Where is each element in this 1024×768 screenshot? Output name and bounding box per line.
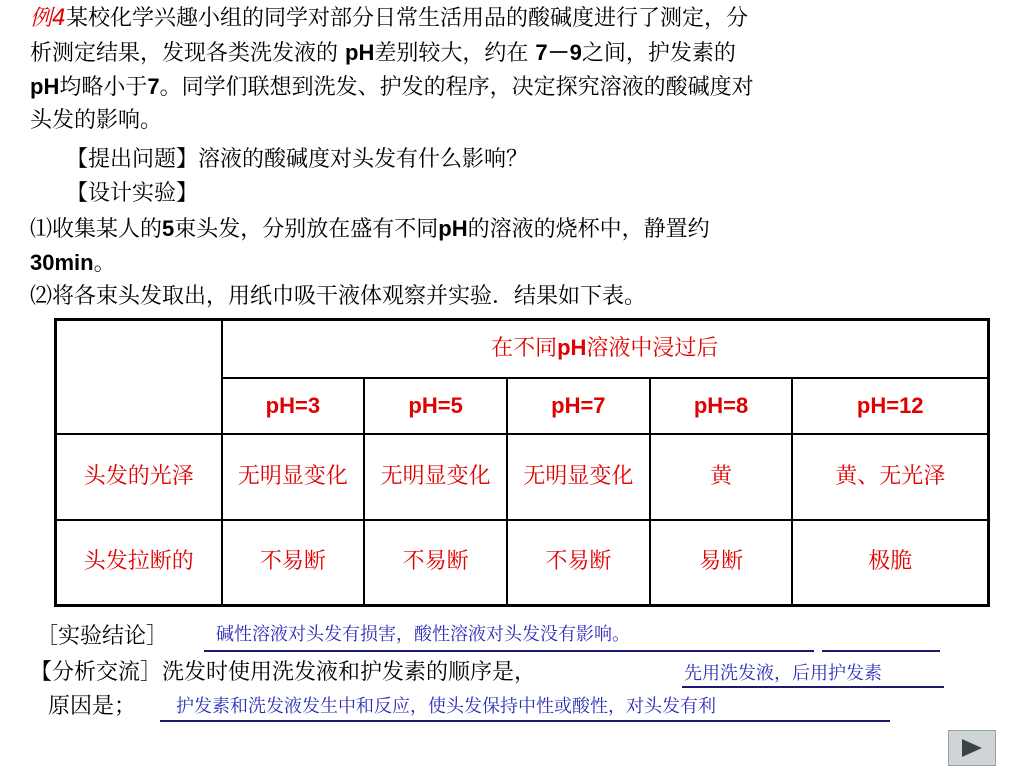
- table-cell: 易断: [650, 520, 793, 606]
- intro-ph-1: pH: [345, 40, 375, 65]
- intro-text-2b: 差别较大，约在: [374, 41, 536, 66]
- next-slide-button[interactable]: [948, 730, 996, 766]
- intro-line-1: [30, 2, 748, 36]
- table-row: [56, 434, 989, 520]
- results-table: [54, 318, 990, 607]
- conclusion-blank-end: [822, 650, 940, 652]
- intro-line-4: 头发的影响。: [30, 108, 163, 133]
- intro-seven: 7: [147, 74, 160, 99]
- table-cell: 不易断: [507, 520, 650, 606]
- step1-ph: pH: [438, 216, 468, 241]
- row-label-gloss: 头发的光泽: [56, 434, 222, 520]
- analysis-blank: [682, 686, 944, 688]
- table-cell: 无明显变化: [222, 434, 365, 520]
- design-heading: 【设计实验】: [66, 181, 199, 206]
- reason-label: 原因是；: [48, 694, 137, 719]
- step1-text-c: 的溶液的烧杯中，静置约: [467, 217, 710, 242]
- intro-text-2a: 析测定结果，发现各类洗发液的: [30, 41, 345, 66]
- ph-col-2: pH=5: [364, 378, 507, 434]
- table-cell: 极脆: [792, 520, 988, 606]
- step1-text-b: 束头发，分别放在盛有不同: [174, 217, 439, 242]
- step1-text-a: ⑴收集某人的: [30, 217, 163, 242]
- step1-time: 30min: [30, 250, 94, 275]
- example-label: 例4: [30, 6, 66, 31]
- header-text-a: 在不同: [491, 336, 558, 362]
- step1-text-d: 。: [93, 251, 116, 276]
- conclusion-label: ［实验结论］: [36, 624, 169, 649]
- reason-answer: 护发素和洗发液发生中和反应，使头发保持中性或酸性，对头发有利: [176, 696, 716, 717]
- row-label-break: 头发拉断的: [56, 520, 222, 606]
- table-cell: 无明显变化: [507, 434, 650, 520]
- step-2: ⑵将各束头发取出，用纸巾吸干液体观察并实验．结果如下表。: [30, 284, 647, 309]
- table-cell: 无明显变化: [364, 434, 507, 520]
- table-cell: 不易断: [222, 520, 365, 606]
- table-row: [56, 520, 989, 606]
- intro-line-3: [30, 70, 754, 105]
- ph-col-3: pH=7: [507, 378, 650, 434]
- analysis-label: 【分析交流］洗发时使用洗发液和护发素的顺序是，: [30, 660, 537, 685]
- table-cell: 不易断: [364, 520, 507, 606]
- intro-text-2c: 之间，护发素的: [581, 41, 736, 66]
- intro-ph-2: pH: [30, 74, 60, 99]
- table-header-row: [56, 320, 989, 378]
- reason-blank: [160, 720, 890, 722]
- ph-col-1: pH=3: [222, 378, 365, 434]
- header-ph: pH: [557, 335, 587, 361]
- intro-text-1: 某校化学兴趣小组的同学对部分日常生活用品的酸碱度进行了测定，分: [66, 6, 749, 31]
- table-cell: 黄、无光泽: [792, 434, 988, 520]
- intro-text-3b: 。同学们联想到洗发、护发的程序，决定探究溶液的酸碱度对: [159, 75, 754, 100]
- intro-range: 7－9: [535, 40, 582, 65]
- step1-five: 5: [162, 216, 175, 241]
- table-cell: 黄: [650, 434, 793, 520]
- header-text-b: 溶液中浸过后: [586, 336, 719, 362]
- ph-col-5: pH=12: [792, 378, 988, 434]
- intro-line-2: [30, 36, 736, 71]
- conclusion-answer: 碱性溶液对头发有损害，酸性溶液对头发没有影响。: [216, 624, 630, 645]
- question-heading: 【提出问题】溶液的酸碱度对头发有什么影响？: [66, 147, 529, 172]
- step-1-cont: [30, 246, 116, 281]
- intro-text-3a: 均略小于: [59, 75, 148, 100]
- conclusion-blank: [204, 650, 814, 652]
- analysis-answer: 先用洗发液，后用护发素: [684, 663, 882, 684]
- corner-cell: [56, 320, 222, 434]
- play-next-icon: [959, 737, 985, 759]
- table-header: [222, 320, 989, 378]
- step-1: [30, 212, 710, 247]
- ph-col-4: pH=8: [650, 378, 793, 434]
